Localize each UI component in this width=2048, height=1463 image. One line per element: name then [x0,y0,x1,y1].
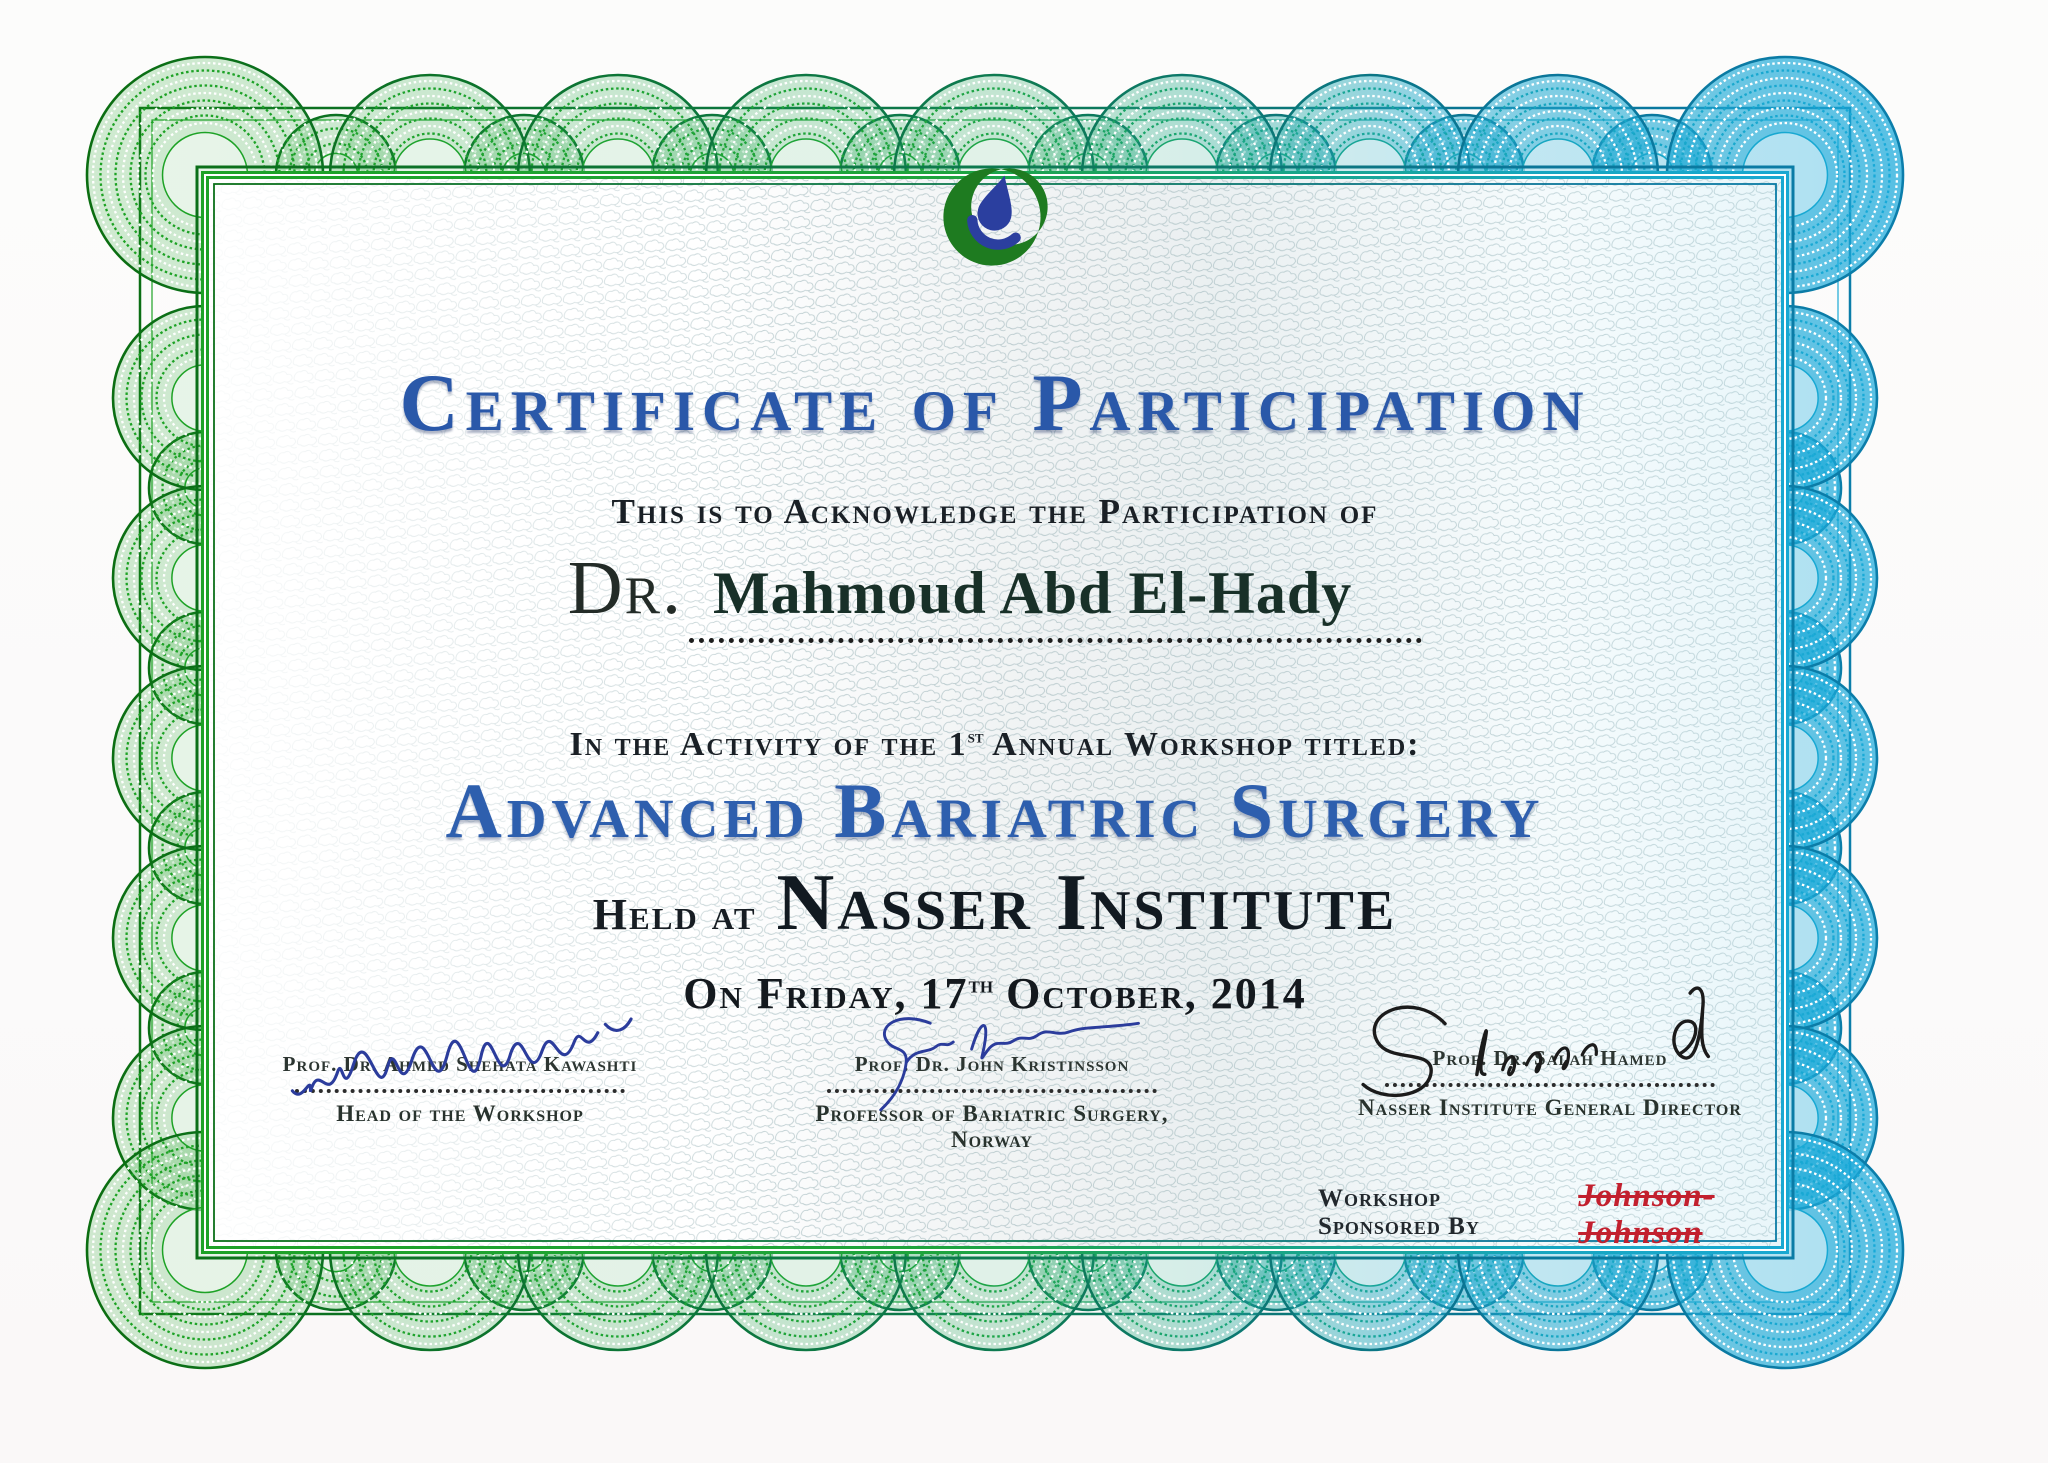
recipient-row [0,545,1990,643]
workshop-title: Advanced Bariatric Surgery [445,767,1545,854]
signature-dotted-line [827,1089,1157,1093]
activity-line-suffix: Annual Workshop titled: [983,726,1421,763]
sponsor-logo-text: Johnson-Johnson [1578,1178,1715,1251]
event-date [0,968,1990,1019]
recipient-name: Mahmoud Abd El-Hady [689,559,1422,643]
signature-block-professor [782,1052,1202,1153]
sponsor-label: Workshop Sponsored By [1318,1185,1480,1240]
acknowledge-line: This is to Acknowledge the Participation of [611,492,1379,531]
signatory-role: Head of the Workshop [336,1101,584,1126]
venue-row [0,858,1990,949]
signatory-role: Nasser Institute General Director [1358,1095,1742,1120]
signatory-name: Prof. Dr. John Kristinsson [854,1052,1130,1076]
date-ordinal-sup: th [968,971,994,999]
signature-dotted-line [295,1089,625,1093]
activity-ordinal-sup: st [967,726,984,748]
signature-block-general-director [1330,1046,1770,1121]
held-at-label: Held at [592,890,757,939]
certificate-title: Certificate of Participation [399,357,1591,448]
signature-block-head-of-workshop [250,1052,670,1127]
venue-name: Nasser Institute [776,859,1398,947]
sponsor-row [1318,1178,1798,1252]
honorific-label: Dr. [567,546,684,630]
activity-line-prefix: In the Activity of the 1 [569,726,968,763]
date-prefix: On Friday, 17 [683,969,969,1018]
activity-line [0,726,1990,764]
date-suffix: October, 2014 [993,969,1307,1018]
signatory-role: Professor of Bariatric Surgery, Norway [815,1101,1169,1152]
signature-dotted-line [1385,1083,1715,1087]
crescent-drop-logo-icon [933,158,1057,274]
signatory-name: Prof. Dr. Ahmed Shehata Kawashti [282,1052,638,1076]
signatory-name: Prof. Dr. Salah Hamed [1432,1046,1668,1070]
